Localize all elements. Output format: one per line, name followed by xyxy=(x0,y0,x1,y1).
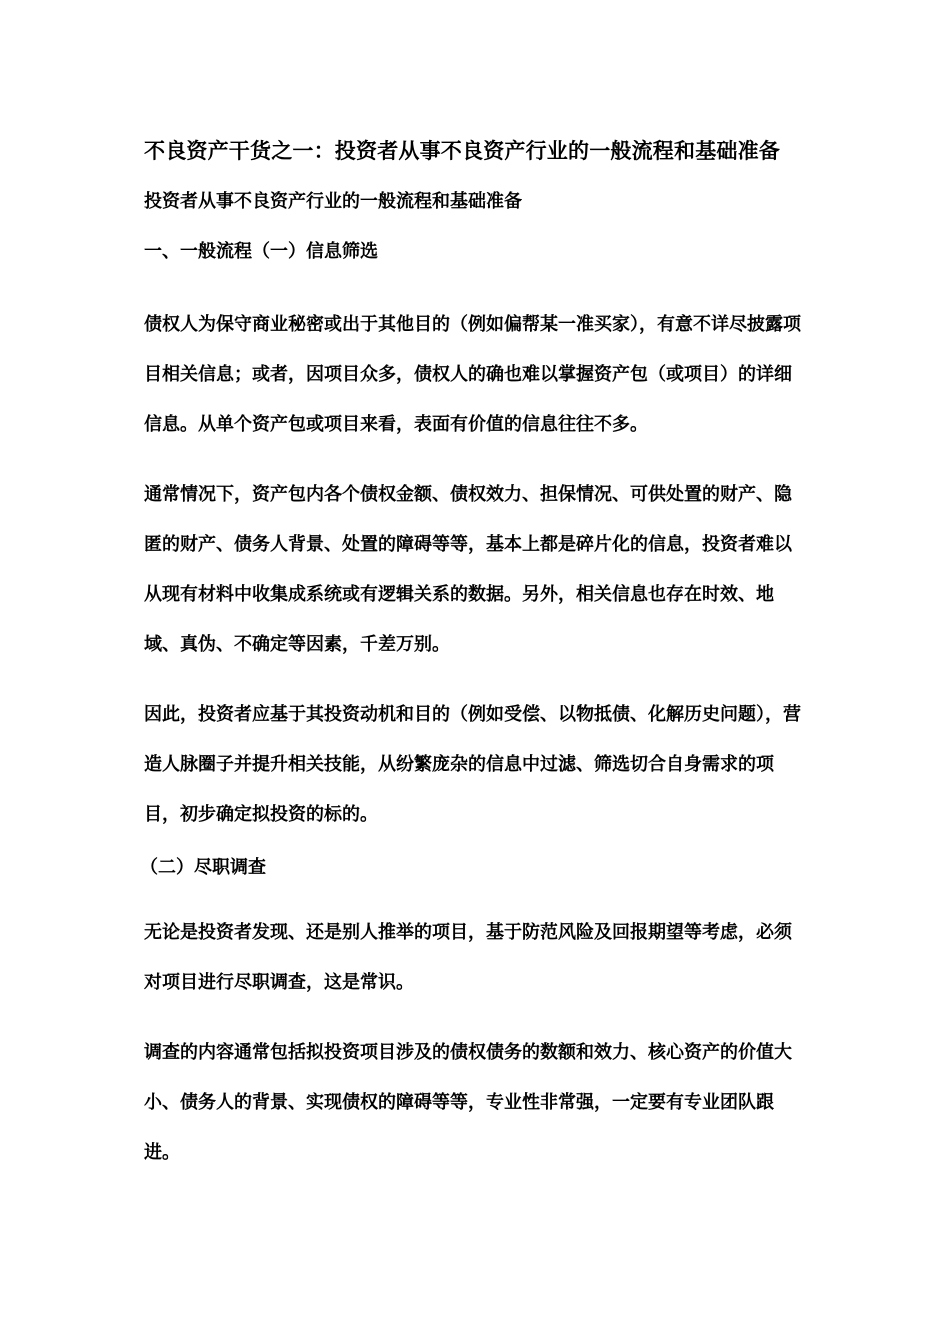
document-subtitle: 投资者从事不良资产行业的一般流程和基础准备 xyxy=(144,191,522,212)
paragraph-5: 调查的内容通常包括拟投资项目涉及的债权债务的数额和效力、核心资产的价值大小、债务人的背景、实现债权的障碍等等，专业性非常强，一定要有专业团队跟进。 xyxy=(144,1042,792,1163)
document-content xyxy=(140,126,809,1178)
section-heading-due-diligence: （二）尽职调查 xyxy=(140,857,266,878)
section-heading-info-screening: 一、一般流程（一）信息筛选 xyxy=(144,241,378,262)
paragraph-1: 债权人为保守商业秘密或出于其他目的（例如偏帮某一准买家），有意不详尽披露项目相关信息；或者，因项目众多，债权人的确也难以掌握资产包（或项目）的详细信息。从单个资产包或项目来看，表面有价值的信息往往不多。 xyxy=(144,314,801,435)
paragraph-3: 因此，投资者应基于其投资动机和目的（例如受偿、以物抵债、化解历史问题），营造人脉圈子并提升相关技能，从纷繁庞杂的信息中过滤、筛选切合自身需求的项目，初步确定拟投资的标的。 xyxy=(144,704,801,825)
paragraph-2: 通常情况下，资产包内各个债权金额、债权效力、担保情况、可供处置的财产、隐匿的财产、债务人背景、处置的障碍等等，基本上都是碎片化的信息，投资者难以从现有材料中收集成系统或有逻辑关系的数据。另外，相关信息也存在时效、地域、真伪、不确定等因素，千差万别。 xyxy=(144,484,792,655)
document-title: 不良资产干货之一：投资者从事不良资产行业的一般流程和基础准备 xyxy=(144,139,780,163)
paragraph-4: 无论是投资者发现、还是别人推举的项目，基于防范风险及回报期望等考虑，必须对项目进行尽职调查，这是常识。 xyxy=(144,922,792,993)
